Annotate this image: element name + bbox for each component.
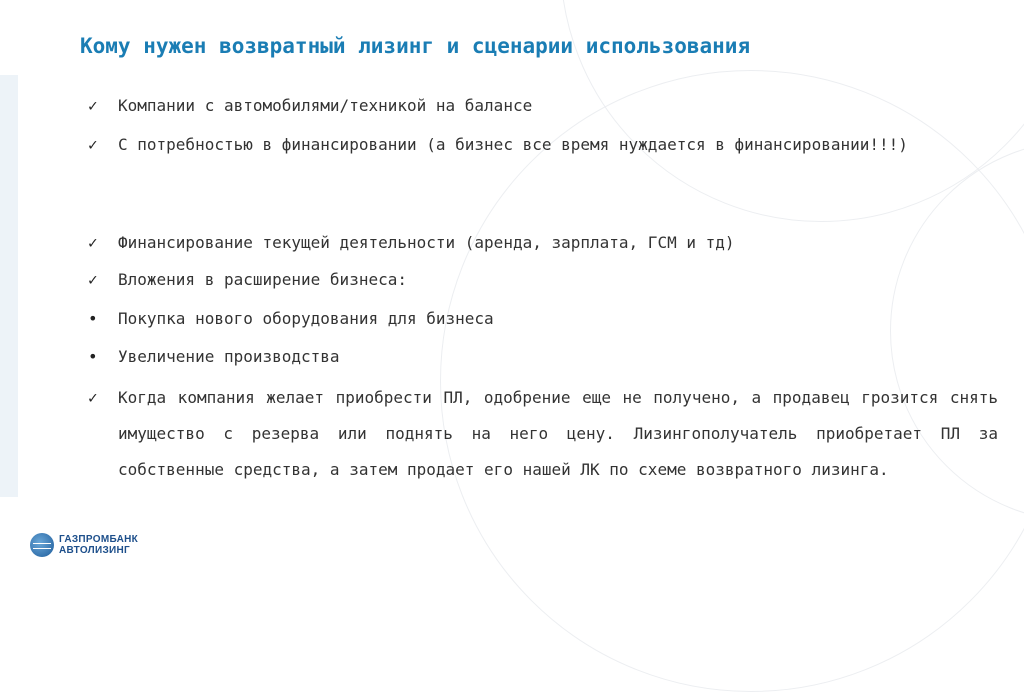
list-item: Когда компания желает приобрести ПЛ, одобрение еще не получено, а продавец грозится снять имущество с резерва или поднять на него цену. Лизингополучатель приобретает ПЛ за собственные средства, а затем продает его нашей ЛК по схеме возвратного лизинга. — [118, 388, 998, 479]
bullet-icon: • — [88, 347, 98, 366]
list-item: Компании с автомобилями/техникой на балансе — [118, 96, 533, 115]
check-icon: ✓ — [88, 96, 98, 115]
bullet-icon: • — [88, 309, 98, 328]
check-icon: ✓ — [88, 270, 98, 289]
page-title: Кому нужен возвратный лизинг и сценарии использования — [80, 34, 751, 58]
logo-line1: ГАЗПРОМБАНК — [59, 534, 139, 545]
globe-logo-icon — [30, 533, 54, 557]
list-item: С потребностью в финансировании (а бизнес все время нуждается в финансировании!!!) — [118, 135, 908, 154]
check-icon: ✓ — [88, 233, 98, 252]
list-item: Вложения в расширение бизнеса: — [118, 270, 407, 289]
check-icon: ✓ — [88, 388, 98, 407]
company-logo — [30, 533, 138, 557]
check-icon: ✓ — [88, 135, 98, 154]
list-item: Увеличение производства — [118, 347, 340, 366]
list-item: Покупка нового оборудования для бизнеса — [118, 309, 494, 328]
list-item: Финансирование текущей деятельности (аренда, зарплата, ГСМ и тд) — [118, 233, 735, 252]
logo-line2: АВТОЛИЗИНГ — [59, 545, 130, 556]
